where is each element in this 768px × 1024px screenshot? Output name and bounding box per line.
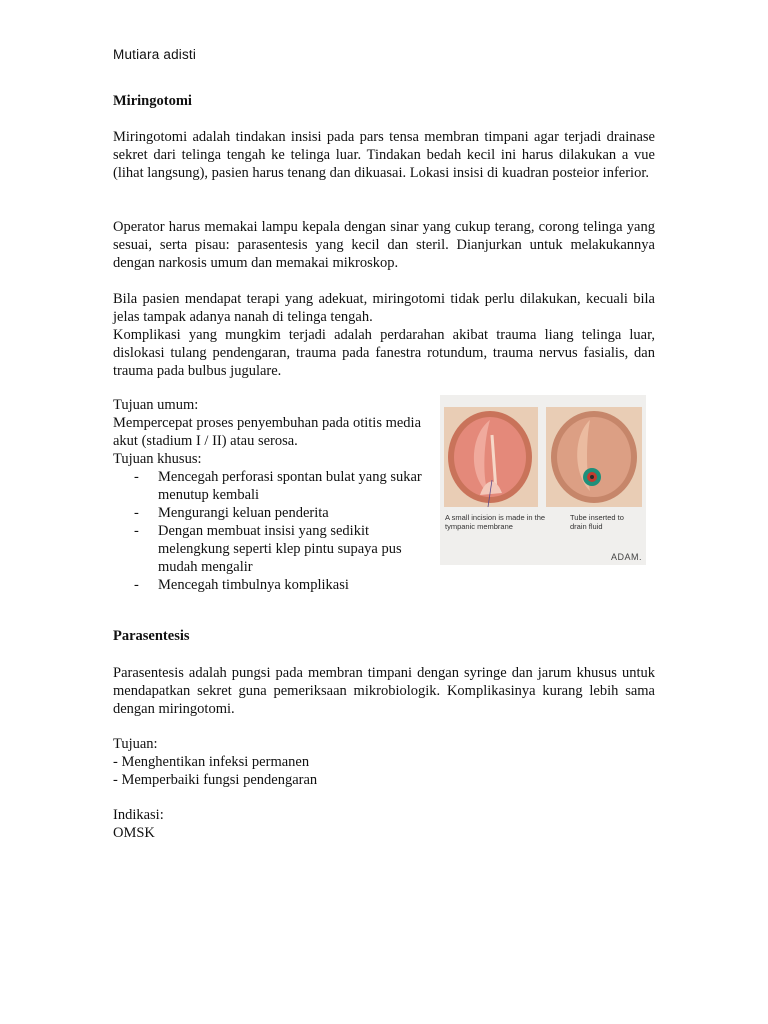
tujuan-item: - Memperbaiki fungsi pendengaran <box>113 772 318 788</box>
paragraph-text: Operator harus memakai lampu kepala dengan sinar yang cukup terang, corong telinga yang sesuai, serta pisau: parasentesis yang kecil dan steril. Dianjurkan untuk melakukannya dengan narkosis umum dan memakai mikroskop. <box>113 219 655 271</box>
paragraph-text: Bila pasien mendapat terapi yang adekuat, miringotomi tidak perlu dilakukan, kecuali bila jelas tampak adanya nanah di telinga tengah. <box>113 291 655 325</box>
paragraph-text: Parasentesis adalah pungsi pada membran timpani dengan syringe dan jarum khusus untuk mendapatkan sekret guna pemeriksaan mikrobiologik. Komplikasinya kurang lebih sama dengan miringotomi. <box>113 665 655 717</box>
tujuan-umum-text: Mempercepat proses penyembuhan pada otitis media akut (stadium I / II) atau serosa. <box>113 415 422 449</box>
indikasi-label: Indikasi: <box>113 807 164 823</box>
paragraph-parasentesis <box>113 664 655 718</box>
paragraph-indication <box>113 290 655 380</box>
tujuan-khusus-label: Tujuan khusus: <box>113 451 202 467</box>
tujuan-umum-label: Tujuan umum: <box>113 397 199 413</box>
tujuan-label: Tujuan: <box>113 736 158 752</box>
list-item: - Mengurangi keluan penderita <box>134 505 329 521</box>
list-item: - Mencegah perforasi spontan bulat yang sukar menutup kembali <box>134 469 422 503</box>
eardrum-illustration-graphic <box>440 395 646 565</box>
caption-left: A small incision is made in the tympanic membrane <box>445 513 546 531</box>
tujuan-khusus-list <box>113 468 423 594</box>
adam-logo: ADAM. <box>610 552 642 562</box>
paragraph-operator <box>113 218 655 272</box>
tujuan-item: - Menghentikan infeksi permanen <box>113 754 310 770</box>
paragraph-text: Miringotomi adalah tindakan insisi pada pars tensa membran timpani agar terjadi drainase sekret dari telinga tengah ke telinga luar. Tindakan bedah kecil ini harus dilakukan a vue (lihat langsung), pasien harus tenang dan dikuasai. Lokasi insisi di kuadran posteior inferior. <box>113 129 655 181</box>
objectives-block <box>113 396 423 594</box>
author-name: Mutiara adisti <box>113 47 197 62</box>
list-item: - Mencegah timbulnya komplikasi <box>134 577 349 593</box>
section-title-parasentesis: Parasentesis <box>113 628 190 644</box>
section-title-miringotomi: Miringotomi <box>113 93 192 109</box>
caption-right: Tube inserted to drain fluid <box>570 513 624 531</box>
indikasi-value: OMSK <box>113 825 155 841</box>
myringotomy-illustration <box>440 395 646 565</box>
paragraph-definition <box>113 128 655 182</box>
list-item: - Dengan membuat insisi yang sedikit melengkung seperti klep pintu supaya pus mudah mengalir <box>134 523 402 575</box>
paragraph-complication: Komplikasi yang mungkim terjadi adalah perdarahan akibat trauma liang telinga luar, dislokasi tulang pendengaran, trauma pada fanestra rotundum, trauma nervus fasialis, dan trauma pada bulbus jugulare. <box>113 327 655 379</box>
